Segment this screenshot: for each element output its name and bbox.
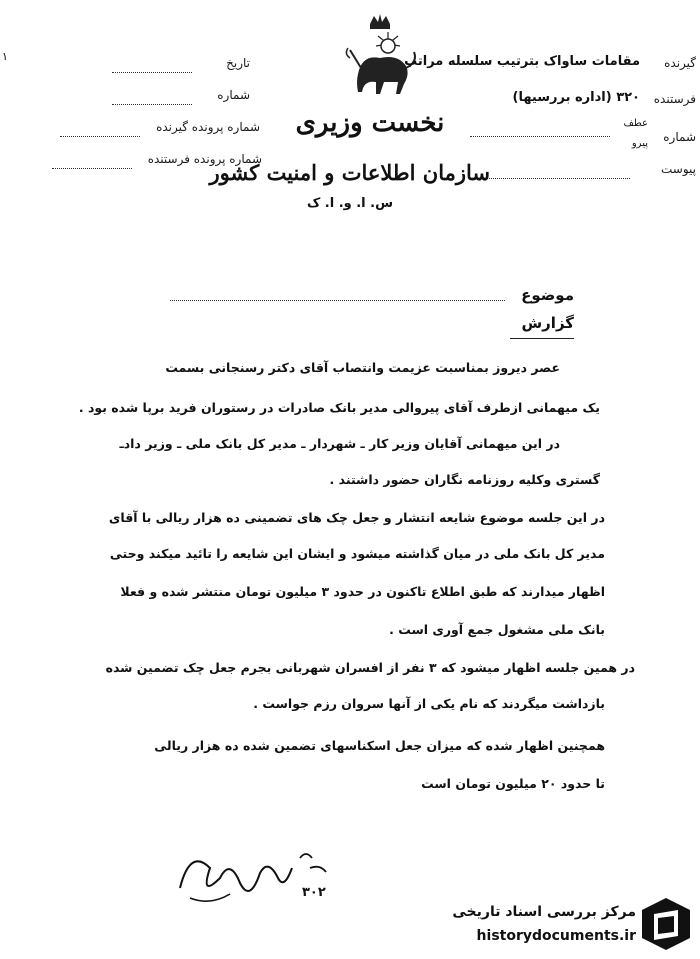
recipient-file-dots bbox=[60, 136, 140, 137]
body-line: عصر دیروز بمناسبت عزیمت وانتصاب آقای دکتر رسنجانی بسمت bbox=[165, 360, 560, 375]
attachment-label: پیوست bbox=[661, 162, 696, 176]
body-line: در این میهمانی آقایان وزیر کار ـ شهردار ـ مدیر کل بانک ملی ـ وزیر دادـ bbox=[119, 436, 560, 451]
subject-value: گزارش bbox=[521, 314, 574, 332]
attachment-dots bbox=[470, 178, 630, 179]
watermark-name: مرکز بررسی اسناد تاریخی bbox=[452, 904, 636, 920]
date-label: تاریخ bbox=[226, 56, 250, 70]
number-followup-label: پیرو bbox=[631, 138, 648, 149]
recipient-label: گیرنده bbox=[664, 56, 696, 70]
body-line: همچنین اظهار شده که میزان جعل اسکناسهای تضمین شده ده هزار ریالی bbox=[154, 738, 605, 753]
body-line: مدیر کل بانک ملی در میان گذاشته میشود و ایشان این شایعه را تائید میکند وحتی bbox=[109, 546, 605, 561]
body-line: یک میهمانی ازطرف آقای پیروالی مدیر بانک صادرات در رستوران فرید برپا شده بود . bbox=[78, 400, 600, 415]
number-label: شماره bbox=[663, 130, 696, 144]
body-line: تا حدود ۲۰ میلیون تومان است bbox=[421, 776, 605, 791]
subject-dots bbox=[170, 300, 505, 301]
organization-title: سازمان اطلاعات و امنیت کشور bbox=[209, 160, 490, 185]
archive-logo-icon bbox=[640, 896, 692, 952]
number-dots bbox=[470, 136, 610, 137]
recipient-file-label: شماره پرونده گیرنده bbox=[156, 120, 260, 134]
organization-code: س. ا. و. ا. ک bbox=[306, 196, 394, 211]
number-ref-label: عطف bbox=[623, 118, 648, 129]
date-dots bbox=[112, 72, 192, 73]
body-line: گستری وکلیه روزنامه نگاران حضور داشتند . bbox=[329, 472, 600, 487]
handwritten-signature bbox=[160, 828, 360, 912]
sender-file-dots bbox=[52, 168, 132, 169]
body-line: در این جلسه موضوع شایعه انتشار و جعل چک های تضمینی ده هزار ریالی با آقای bbox=[108, 510, 605, 525]
subject-underline bbox=[510, 338, 574, 339]
body-line: در همین جلسه اظهار میشود که ۳ نفر از افسران شهربانی بجرم جعل چک تضمین شده bbox=[105, 660, 635, 675]
body-line: بانک ملی مشغول جمع آوری است . bbox=[389, 622, 605, 637]
left-number-label: شماره bbox=[217, 88, 250, 102]
signature-number: ۳۰۲ bbox=[302, 885, 326, 900]
body-line: بازداشت میگردند که نام یکی از آنها سروان رزم جواست . bbox=[253, 696, 605, 711]
sender-file-label: شماره پرونده فرستنده bbox=[147, 152, 262, 166]
corner-mark: ۱ bbox=[2, 50, 8, 63]
left-number-dots bbox=[112, 104, 192, 105]
sender-label: فرستنده bbox=[653, 92, 696, 106]
body-line: اظهار میدارند که طبق اطلاع تاکنون در حدود ۳ میلیون تومان منتشر شده و فعلا bbox=[120, 584, 605, 599]
subject-label: موضوع bbox=[521, 286, 574, 304]
watermark-url: historydocuments.ir bbox=[476, 928, 636, 944]
recipient-value: مقامات ساواک بترتیب سلسله مراتب bbox=[404, 54, 640, 69]
sender-value: ۳۲۰ (اداره بررسیها) bbox=[512, 90, 640, 105]
office-title: نخست وزیری bbox=[295, 108, 445, 138]
